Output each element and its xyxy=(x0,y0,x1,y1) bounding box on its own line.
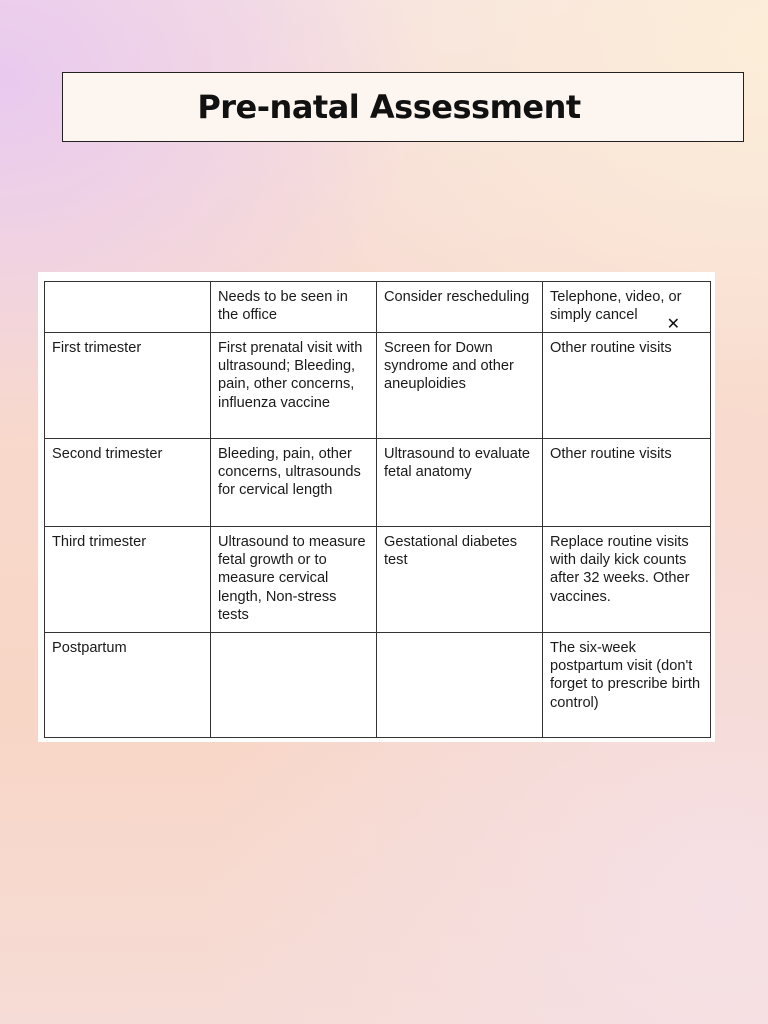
title-box xyxy=(62,72,744,142)
header-cell-remote xyxy=(543,282,711,333)
row-label-postpartum: Postpartum xyxy=(45,633,211,738)
table-cell: Ultrasound to evaluate fetal anatomy xyxy=(377,439,543,527)
header-cell-remote-label: Telephone, video, or simply cancel xyxy=(550,289,682,324)
table-cell: First prenatal visit with ultrasound; Bleeding, pain, other concerns, influenza vaccine xyxy=(211,333,377,439)
row-label-third-trimester: Third trimester xyxy=(45,527,211,633)
header-cell-empty xyxy=(45,282,211,333)
assessment-table xyxy=(44,281,711,738)
page-title: Pre-natal Assessment xyxy=(197,88,581,126)
table-cell: Replace routine visits with daily kick counts after 32 weeks. Other vaccines. xyxy=(543,527,711,633)
close-icon[interactable]: ✕ xyxy=(666,314,680,333)
table-cell: Bleeding, pain, other concerns, ultrasounds for cervical length xyxy=(211,439,377,527)
table-cell: Other routine visits xyxy=(543,333,711,439)
header-cell-office: Needs to be seen in the office xyxy=(211,282,377,333)
table-row xyxy=(45,527,711,633)
table-cell: Other routine visits xyxy=(543,439,711,527)
table-header-row xyxy=(45,282,711,333)
table-row xyxy=(45,633,711,738)
table-card xyxy=(38,272,715,742)
table-cell: The six-week postpartum visit (don't forget to prescribe birth control) xyxy=(543,633,711,738)
row-label-second-trimester: Second trimester xyxy=(45,439,211,527)
table-row xyxy=(45,439,711,527)
row-label-first-trimester: First trimester xyxy=(45,333,211,439)
table-row xyxy=(45,333,711,439)
table-cell: Gestational diabetes test xyxy=(377,527,543,633)
header-cell-reschedule: Consider rescheduling xyxy=(377,282,543,333)
table-cell: Screen for Down syndrome and other aneuploidies xyxy=(377,333,543,439)
table-cell xyxy=(211,633,377,738)
table-cell xyxy=(377,633,543,738)
table-cell: Ultrasound to measure fetal growth or to measure cervical length, Non-stress tests xyxy=(211,527,377,633)
